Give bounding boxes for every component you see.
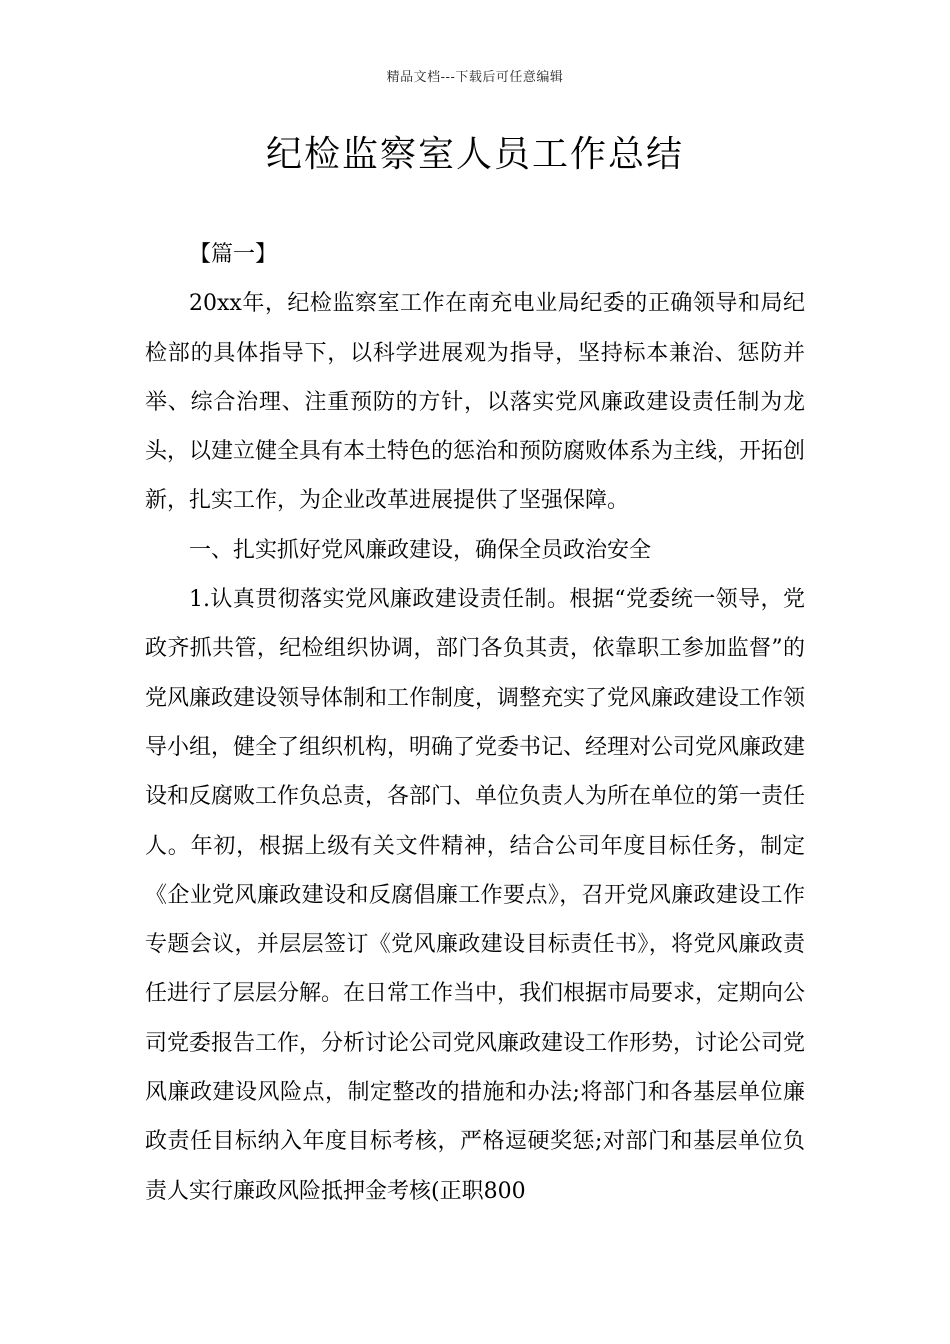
- body-text: [145, 230, 805, 1216]
- paragraph-item-one: 1.认真贯彻落实党风廉政建设责任制。根据“党委统一领导，党政齐抓共管，纪检组织协调，部门各负其责，依靠职工参加监督”的党风廉政建设领导体制和工作制度，调整充实了党风廉政建设工作领导小组，健全了组织机构，明确了党委书记、经理对公司党风廉政建设和反腐败工作负总责，各部门、单位负责人为所在单位的第一责任人。年初，根据上级有关文件精神，结合公司年度目标任务，制定《企业党风廉政建设和反腐倡廉工作要点》，召开党风廉政建设工作专题会议，并层层签订《党风廉政建设目标责任书》，将党风廉政责任进行了层层分解。在日常工作当中，我们根据市局要求，定期向公司党委报告工作，分析讨论公司党风廉政建设工作形势，讨论公司党风廉政建设风险点，制定整改的措施和办法;将部门和各基层单位廉政责任目标纳入年度目标考核，严格逗硬奖惩;对部门和基层单位负责人实行廉政风险抵押金考核(正职800: [145, 587, 806, 1204]
- paragraph-intro: 20xx年，纪检监察室工作在南充电业局纪委的正确领导和局纪检部的具体指导下，以科学进展观为指导，坚持标本兼治、惩防并举、综合治理、注重预防的方针，以落实党风廉政建设责任制为龙头，以建立健全具有本土特色的惩治和预防腐败体系为主线，开拓创新，扎实工作，为企业改革进展提供了坚强保障。: [145, 291, 806, 514]
- section-heading-part-one: 【篇一】: [189, 242, 278, 267]
- page-title: 纪检监察室人员工作总结: [265, 134, 684, 175]
- section-heading-one: 一、扎实抓好党风廉政建设，确保全员政治安全: [189, 537, 652, 563]
- header-note: 精品文档---下载后可任意编辑: [386, 70, 564, 85]
